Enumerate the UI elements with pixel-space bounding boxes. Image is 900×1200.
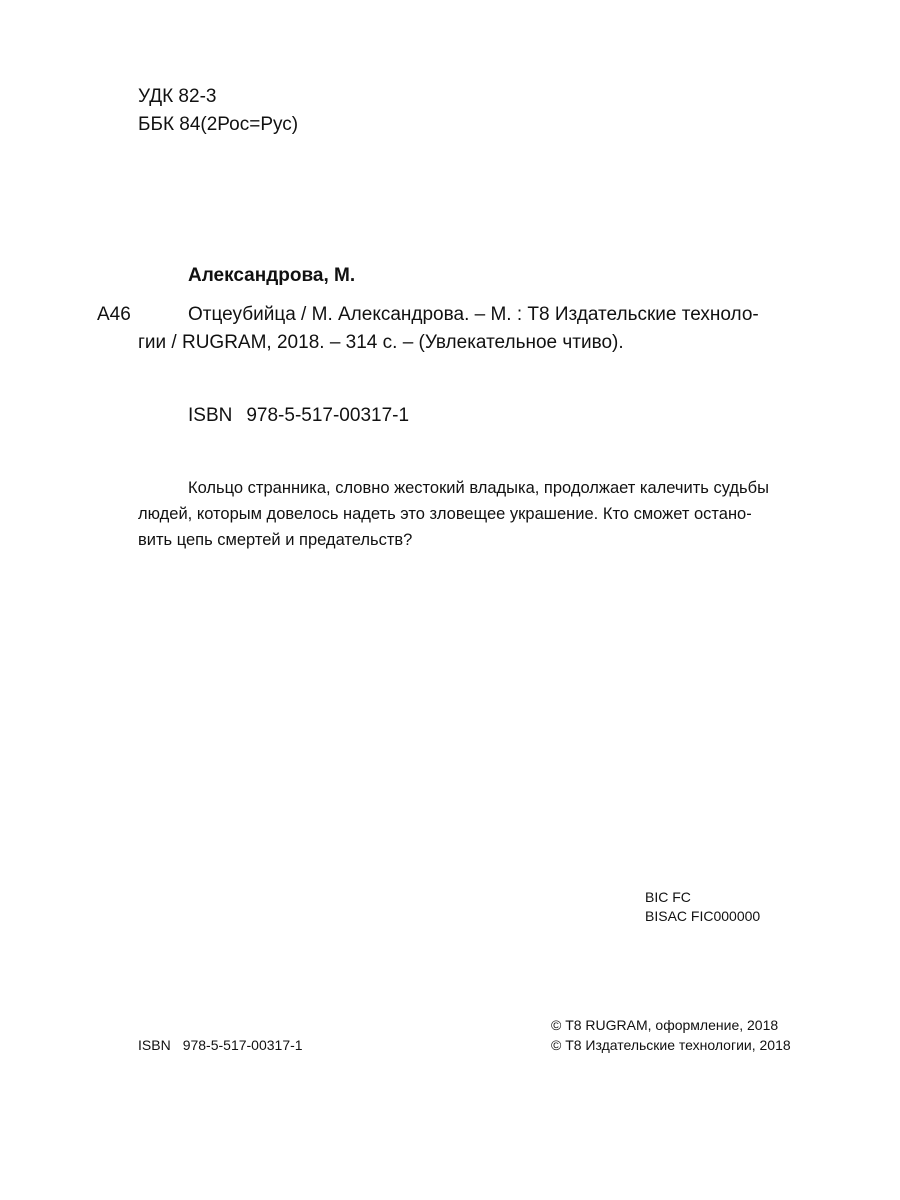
bbk-code: ББК 84(2Рос=Рус) xyxy=(138,114,299,135)
bibliographic-line-1: Отцеубийца / М. Александрова. – М. : Т8 Издательские техноло- xyxy=(188,304,759,325)
bisac-code: BISAC FIC000000 xyxy=(645,908,761,924)
isbn-label: ISBN xyxy=(188,405,233,426)
footer-isbn xyxy=(138,1035,303,1055)
copyright-design: © Т8 RUGRAM, оформление, 2018 xyxy=(551,1017,779,1033)
annotation-line-1: Кольцо странника, словно жестокий владыка, продолжает калечить судьбы xyxy=(188,479,769,497)
isbn-record xyxy=(188,402,409,430)
bibliographic-line-2: гии / RUGRAM, 2018. – 314 с. – (Увлекательное чтиво). xyxy=(138,332,624,353)
author-mark: А46 xyxy=(97,304,131,325)
author-heading: Александрова, М. xyxy=(188,265,356,286)
annotation-line-2: людей, которым довелось надеть это зловещее украшение. Кто сможет остано- xyxy=(138,505,752,523)
udk-code: УДК 82-3 xyxy=(138,86,217,107)
isbn-number: 978-5-517-00317-1 xyxy=(246,405,410,426)
footer-isbn-label: ISBN xyxy=(138,1037,171,1053)
footer-isbn-number: 978-5-517-00317-1 xyxy=(182,1037,303,1053)
annotation-line-3: вить цепь смертей и предательств? xyxy=(138,531,413,549)
annotation xyxy=(138,475,769,553)
copyright-publisher: © Т8 Издательские технологии, 2018 xyxy=(551,1037,791,1053)
bic-code: BIC FC xyxy=(645,889,691,905)
bibliographic-description xyxy=(138,301,802,357)
